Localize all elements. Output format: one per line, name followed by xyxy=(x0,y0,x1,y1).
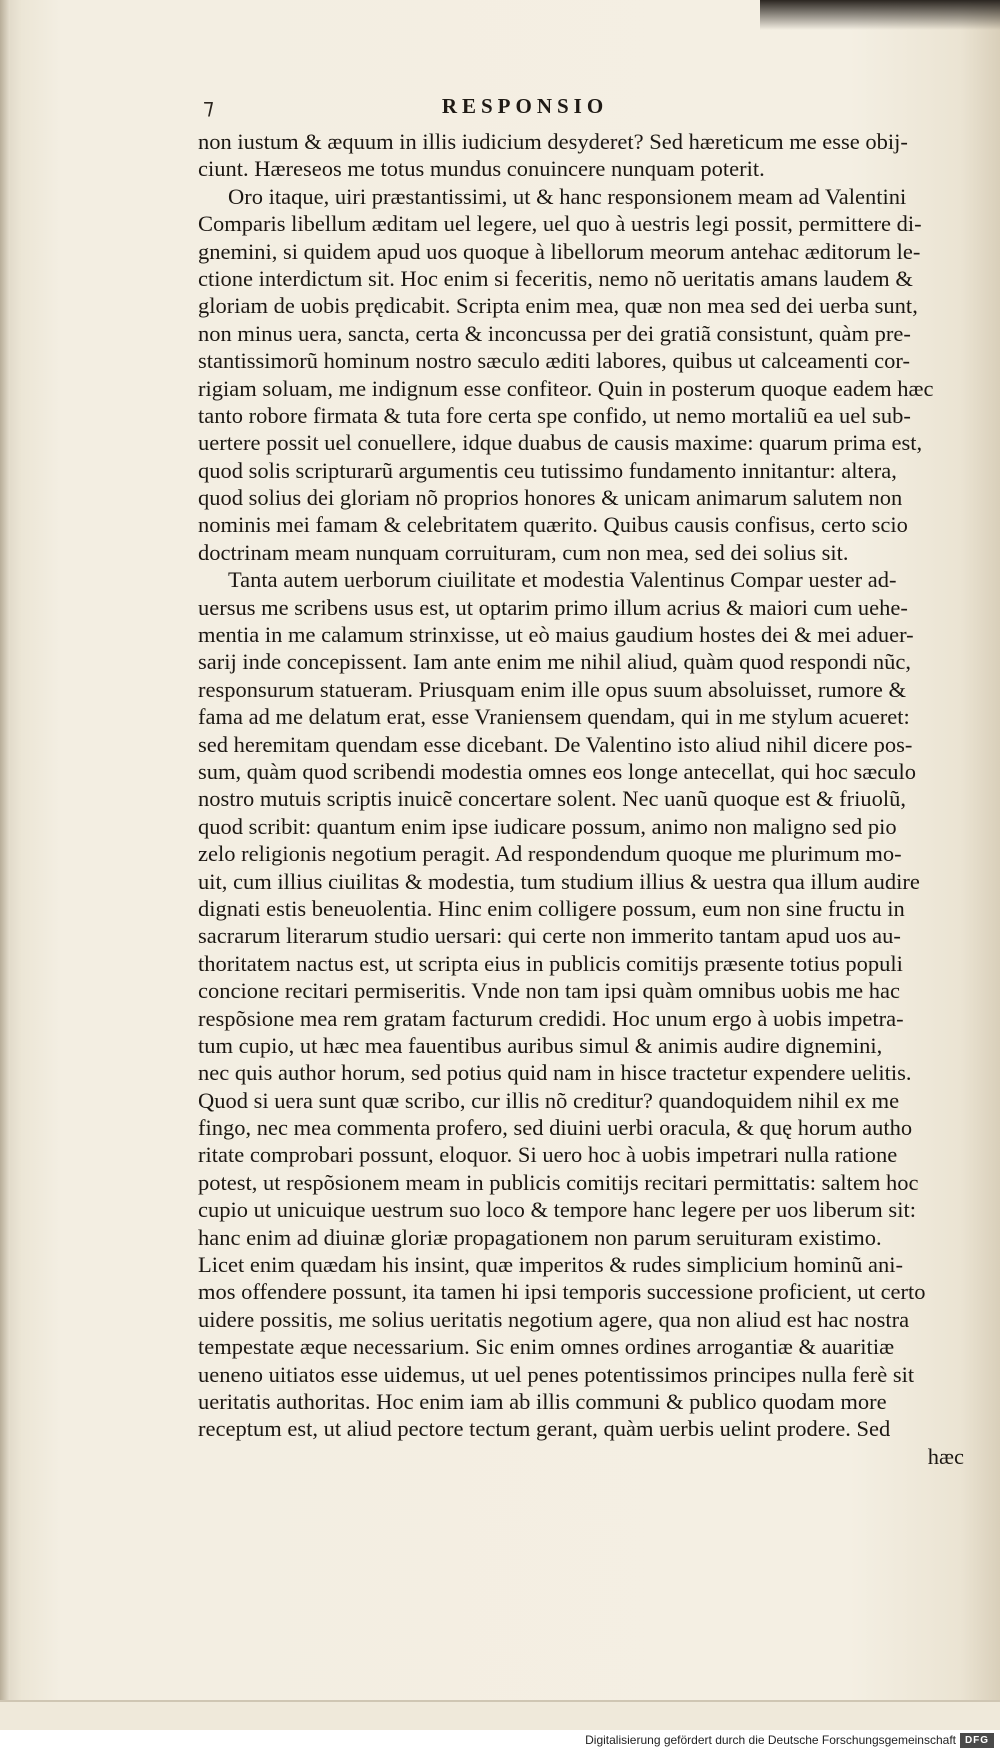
text-line: Licet enim quædam his insint, quæ imperitos & rudes simplicium hominũ ani- xyxy=(198,1252,903,1278)
text-line: rigiam soluam, me indignum esse confiteor. Quin in posterum quoque eadem hæc xyxy=(198,375,934,401)
text-line: doctrinam meam nunquam corruituram, cum non mea, sed dei solius sit. xyxy=(198,539,849,565)
folio-mark: ⁊ xyxy=(203,94,214,119)
text-line: Oro itaque, uiri præstantissimi, ut & hanc responsionem meam ad Valentini xyxy=(228,183,907,209)
text-line: Comparis libellum æditam uel legere, uel quo à uestris legi possit, permittere di- xyxy=(198,211,922,237)
dfg-logo: DFG xyxy=(960,1733,994,1748)
text-line: tanto robore firmata & tuta fore certa spe confido, ut nemo mortaliũ ea uel sub- xyxy=(198,402,911,428)
text-line: tum cupio, ut hæc mea fauentibus auribus simul & animis audire dignemini, xyxy=(198,1032,883,1058)
text-line: quod solis scripturarũ argumentis ceu tutissimo fundamento innitantur: altera, xyxy=(198,457,897,483)
text-line: ctione interdictum sit. Hoc enim si feceritis, nemo nõ ueritatis amans laudem & xyxy=(198,265,913,291)
text-line: ciunt. Hæreseos me totus mundus conuincere nunquam poterit. xyxy=(198,156,765,182)
text-line: sarij inde concepissent. Iam ante enim me nihil aliud, quàm quod respondi nũc, xyxy=(198,649,911,675)
text-line: mentia in me calamum strinxisse, ut eò maius gaudium hostes dei & mei aduer- xyxy=(198,622,914,648)
text-line: gnemini, si quidem apud uos quoque à libellorum meorum antehac æditorum le- xyxy=(198,238,921,264)
text-line: potest, ut respõsionem meam in publicis comitijs recitari permittatis: saltem hoc xyxy=(198,1169,919,1195)
body-text xyxy=(198,128,978,1470)
text-line: uersus me scribens usus est, ut optarim primo illum acrius & maiori cum uehe- xyxy=(198,594,908,620)
scan-background-corner xyxy=(760,0,1000,30)
funding-credit: Digitalisierung gefördert durch die Deutsche Forschungsgemeinschaft xyxy=(585,1733,956,1747)
text-line: quod solius dei gloriam nõ proprios honores & unicam animarum salutem non xyxy=(198,485,903,511)
text-line: mos offendere possunt, ita tamen hi ipsi temporis successione proficient, ut certo xyxy=(198,1279,926,1305)
text-line: sum, quàm quod scribendi modestia omnes eos longe antecellat, qui hoc sæculo xyxy=(198,758,916,784)
text-line: sacrarum literarum studio uersari: qui certe non immerito tantam apud uos au- xyxy=(198,923,901,949)
text-line: hanc enim ad diuinæ gloriæ propagationem non parum seruituram existimo. xyxy=(198,1224,882,1250)
text-line: fama ad me delatum erat, esse Vraniensem quendam, qui in me stylum acueret: xyxy=(198,704,910,730)
text-line: fingo, nec mea commenta profero, sed diuini uerbi oracula, & quę horum autho xyxy=(198,1115,913,1141)
text-line: uit, cum illius ciuilitas & modestia, tum studium illius & uestra qua illum audire xyxy=(198,868,920,894)
text-line: uertere possit uel conuellere, idque duabus de causis maxime: quarum prima est, xyxy=(198,430,923,456)
text-line: nostro mutuis scriptis inuicẽ concertare solent. Nec uanũ quoque est & friuolũ, xyxy=(198,786,906,812)
text-line: nec quis author horum, sed potius quid nam in hisce tractetur expendere uelitis. xyxy=(198,1060,912,1086)
page-gutter-shadow xyxy=(0,0,10,1700)
text-line: respõsione mea rem gratam facturum credidi. Hoc unum ergo à uobis impetra- xyxy=(198,1005,904,1031)
text-line: tempestate æque necessarium. Sic enim omnes ordines arrogantiæ & auaritiæ xyxy=(198,1334,895,1360)
text-line: ueneno uitiatos esse uidemus, ut uel penes potentissimos principes nulla ferè sit xyxy=(198,1361,915,1387)
text-line: quod scribit: quantum enim ipse iudicare possum, animo non maligno sed pio xyxy=(198,813,897,839)
text-line: dignati estis beneuolentia. Hinc enim colligere possum, eum non sine fructu in xyxy=(198,895,905,921)
text-line: non minus uera, sancta, certa & inconcussa per dei gratiã consistunt, quàm pre- xyxy=(198,320,911,346)
page-header xyxy=(0,94,1000,124)
catchword: hæc xyxy=(927,1443,964,1469)
text-line: ueritatis authoritas. Hoc enim iam ab illis communi & publico quodam more xyxy=(198,1388,887,1414)
text-line: gloriam de uobis prędicabit. Scripta enim mea, quæ non mea sed dei uerba sunt, xyxy=(198,293,918,319)
text-line: Quod si uera sunt quæ scribo, cur illis nõ creditur? quandoquidem nihil ex me xyxy=(198,1087,900,1113)
text-line: uidere possitis, me solius ueritatis negotium agere, qua non aliud est hac nostra xyxy=(198,1306,910,1332)
text-line: stantissimorũ hominum nostro sæculo æditi labores, quibus ut calceamenti cor- xyxy=(198,348,910,374)
text-line: nominis mei famam & celebritatem quærito. Quibus causis confisus, certo scio xyxy=(198,512,908,538)
text-line: responsurum statueram. Priusquam enim ille opus suum absoluisset, rumore & xyxy=(198,676,907,702)
text-line: ritate comprobari possunt, eloquor. Si uero hoc à uobis impetrari nulla ratione xyxy=(198,1142,898,1168)
text-line: Tanta autem uerborum ciuilitate et modestia Valentinus Compar uester ad- xyxy=(228,567,897,593)
text-line: sed heremitam quendam esse dicebant. De Valentino isto aliud nihil dicere pos- xyxy=(198,731,913,757)
running-head: RESPONSIO xyxy=(441,94,609,118)
text-line: zelo religionis negotium peragit. Ad respondendum quoque me plurimum mo- xyxy=(198,841,902,867)
text-line: thoritatem nactus est, ut scripta eius in publicis comitijs præsente totius populi xyxy=(198,950,903,976)
text-line: non iustum & æquum in illis iudicium desyderet? Sed hæreticum me esse obij- xyxy=(198,129,908,154)
text-line: receptum est, ut aliud pectore tectum gerant, quàm uerbis uelint prodere. Sed xyxy=(198,1416,891,1442)
text-line: concione recitari permiseritis. Vnde non tam ipsi quàm omnibus uobis me hac xyxy=(198,978,900,1004)
digitization-footer xyxy=(0,1730,1000,1753)
text-line: cupio ut unicuique uestrum suo loco & tempore hanc legere per uos liberum sit: xyxy=(198,1197,916,1223)
